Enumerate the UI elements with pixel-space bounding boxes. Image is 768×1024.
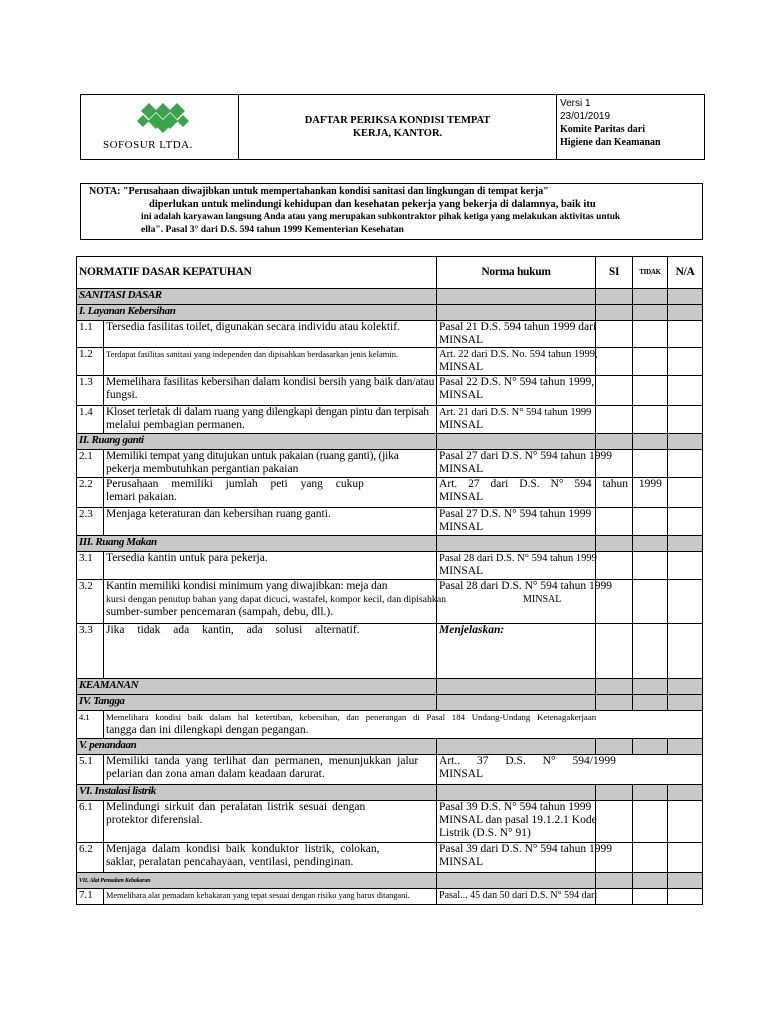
answer-na-cell[interactable] xyxy=(668,889,703,905)
row-law: Art.. 37 D.S. N° 594/1999 MINSAL xyxy=(437,755,703,785)
table-row xyxy=(77,406,703,434)
section-tangga: IV. Tangga xyxy=(77,695,437,711)
row-law: Pasal... 45 dan 50 dari D.S. N° 594 dari xyxy=(437,889,596,905)
nota-line-1: NOTA: "Perusahaan diwajibkan untuk mempertahankan kondisi sanitasi dan lingkungan di tempat kerja" xyxy=(89,186,549,197)
section-row xyxy=(77,305,703,321)
section-ruang-makan: III. Ruang Makan xyxy=(77,536,437,552)
row-number: 2.2 xyxy=(77,478,104,508)
answer-si-cell[interactable] xyxy=(596,801,633,843)
table-row xyxy=(77,801,703,843)
row-description: Kloset terletak di dalam ruang yang dilengkapi dengan pintu dan terpisah melalui pembagian permanen. xyxy=(104,406,437,434)
table-header-row xyxy=(77,257,703,289)
answer-tidak-cell[interactable] xyxy=(633,843,668,873)
nota-line-3: ini adalah karyawan langsung Anda atau yang merupakan subkontraktor pihak ketiga yang melakukan aktivitas untuk xyxy=(141,212,621,222)
row-number: 1.2 xyxy=(77,348,104,376)
table-row xyxy=(77,755,703,785)
header-na: N/A xyxy=(668,257,703,289)
answer-tidak-cell[interactable] xyxy=(633,508,668,536)
section-sanitasi: SANITASI DASAR xyxy=(77,289,437,305)
row-description: Menjaga dalam kondisi baik konduktor listrik, colokan, saklar, peralatan pencahayaan, ventilasi, pendinginan. xyxy=(104,843,437,873)
answer-tidak-cell[interactable] xyxy=(633,348,668,376)
answer-tidak-cell[interactable] xyxy=(633,406,668,434)
row-number: 1.3 xyxy=(77,376,104,406)
row-number: 1.1 xyxy=(77,321,104,348)
row-number: 1.4 xyxy=(77,406,104,434)
answer-si-cell[interactable] xyxy=(596,889,633,905)
answer-tidak-cell[interactable] xyxy=(633,450,668,478)
table-row xyxy=(77,843,703,873)
section-row xyxy=(77,536,703,552)
section-row xyxy=(77,679,703,695)
table-row xyxy=(77,580,703,624)
nota-box xyxy=(80,183,703,240)
row-law: Pasal 28 dari D.S. N° 594 tahun 1999 MINSAL xyxy=(437,552,596,580)
answer-na-cell[interactable] xyxy=(668,321,703,348)
header-tidak: TIDAK xyxy=(633,257,668,289)
answer-na-cell[interactable] xyxy=(668,552,703,580)
table-row xyxy=(77,376,703,406)
answer-tidak-cell[interactable] xyxy=(633,801,668,843)
section-row xyxy=(77,289,703,305)
section-keamanan: KEAMANAN xyxy=(77,679,437,695)
answer-na-cell[interactable] xyxy=(668,508,703,536)
answer-na-cell[interactable] xyxy=(668,843,703,873)
row-number: 3.2 xyxy=(77,580,104,624)
row-description: Tersedia kantin untuk para pekerja. xyxy=(104,552,437,580)
table-row xyxy=(77,478,703,508)
header-normative: NORMATIF DASAR KEPATUHAN xyxy=(77,257,437,289)
row-description: Memelihara kondisi baik dalam hal ketertiban, kebersihan, dan penerangan di Pasal 184 Undang-Undang Ketenagakerjaan tangga dan ini dilengkapi dengan pegangan. xyxy=(104,711,703,739)
row-description: Memiliki tempat yang ditujukan untuk pakaian (ruang ganti), (jika pekerja membutuhkan pergantian pakaian xyxy=(104,450,437,478)
section-row xyxy=(77,873,703,889)
row-description: Perusahaan memiliki jumlah peti yang cukup lemari pakaian. xyxy=(104,478,437,508)
answer-si-cell[interactable] xyxy=(596,321,633,348)
version-info xyxy=(557,95,704,159)
row-description: Memelihara fasilitas kebersihan dalam kondisi bersih yang baik dan/atau fungsi. xyxy=(104,376,437,406)
answer-tidak-cell[interactable] xyxy=(633,580,668,624)
answer-si-cell[interactable] xyxy=(596,376,633,406)
row-description: Memiliki tanda yang terlihat dan permanen, menunjukkan jalur pelarian dan zona aman dalam keadaan darurat. xyxy=(104,755,437,785)
row-number: 3.3 xyxy=(77,624,104,679)
table-row xyxy=(77,711,703,739)
answer-tidak-cell[interactable] xyxy=(633,321,668,348)
section-row xyxy=(77,739,703,755)
answer-si-cell[interactable] xyxy=(596,624,633,679)
row-law: Menjelaskan: xyxy=(437,624,596,679)
row-description: Terdapat fasilitas sanitasi yang independen dan dipisahkan berdasarkan jenis kelamin. xyxy=(104,348,437,376)
nota-line-2: diperlukan untuk melindungi kehidupan dan kesehatan pekerja yang bekerja di dalamnya, baik itu xyxy=(149,198,596,210)
answer-na-cell[interactable] xyxy=(668,376,703,406)
row-number: 2.1 xyxy=(77,450,104,478)
row-description: Kantin memiliki kondisi minimum yang diwajibkan: meja dan kursi dengan penutup bahan yang dapat dicuci, wastafel, kompor kecil, dan dipisahkan sumber-sumber pencemaran (sampah, debu, dll.). xyxy=(104,580,437,624)
answer-si-cell[interactable] xyxy=(596,348,633,376)
section-alat-pemadam: VII. Alat Pemadam Kebakaran xyxy=(77,873,437,889)
row-law: Pasal 27 dari D.S. N° 594 tahun 1999 MINSAL xyxy=(437,450,596,478)
answer-na-cell[interactable] xyxy=(668,450,703,478)
table-row xyxy=(77,624,703,679)
version-date: 23/01/2019 xyxy=(560,111,611,122)
row-number: 6.2 xyxy=(77,843,104,873)
row-law: Art. 21 dari D.S. N° 594 tahun 1999 MINSAL xyxy=(437,406,596,434)
row-description: Melindungi sirkuit dan peralatan listrik sesuai dengan protektor diferensial. xyxy=(104,801,437,843)
row-number: 4.1 xyxy=(77,711,104,739)
row-law: Pasal 39 D.S. N° 594 tahun 1999 MINSAL dan pasal 19.1.2.1 Kode Listrik (D.S. N° 91) xyxy=(437,801,596,843)
row-number: 5.1 xyxy=(77,755,104,785)
answer-na-cell[interactable] xyxy=(668,406,703,434)
row-law: Pasal 27 D.S. N° 594 tahun 1999 MINSAL xyxy=(437,508,596,536)
answer-tidak-cell[interactable] xyxy=(633,552,668,580)
answer-si-cell[interactable] xyxy=(596,406,633,434)
document-title xyxy=(239,95,557,159)
answer-tidak-cell[interactable] xyxy=(633,624,668,679)
row-number: 7.1 xyxy=(77,889,104,905)
answer-tidak-cell[interactable] xyxy=(633,376,668,406)
answer-na-cell[interactable] xyxy=(668,801,703,843)
company-logo-icon xyxy=(135,101,191,137)
row-law: Art. 27 dari D.S. N° 594 tahun 1999 MINSAL xyxy=(437,478,596,508)
table-row xyxy=(77,321,703,348)
title-line-1: DAFTAR PERIKSA KONDISI TEMPAT xyxy=(304,115,491,126)
table-row xyxy=(77,552,703,580)
row-description: Tersedia fasilitas toilet, digunakan secara individu atau kolektif. xyxy=(104,321,437,348)
table-row xyxy=(77,450,703,478)
version-label: Versi 1 xyxy=(560,98,591,109)
row-number: 3.1 xyxy=(77,552,104,580)
section-row xyxy=(77,695,703,711)
answer-na-cell[interactable] xyxy=(668,580,703,624)
header-si: SI xyxy=(596,257,633,289)
committee-line-1: Komite Paritas dari xyxy=(560,124,645,135)
nota-line-4: ella". Pasal 3° dari D.S. 594 tahun 1999 Kementerian Kesehatan xyxy=(141,223,404,235)
title-line-2: KERJA, KANTOR. xyxy=(352,128,443,139)
answer-si-cell[interactable] xyxy=(596,552,633,580)
section-ruang-ganti: II. Ruang ganti xyxy=(77,434,437,450)
document-header xyxy=(80,94,705,160)
table-row xyxy=(77,889,703,905)
committee-line-2: Higiene dan Keamanan xyxy=(560,137,661,148)
answer-si-cell[interactable] xyxy=(596,508,633,536)
row-law: Pasal 28 dari D.S. N° 594 tahun 1999 MINSAL xyxy=(437,580,596,624)
row-description: Menjaga keteraturan dan kebersihan ruang ganti. xyxy=(104,508,437,536)
answer-tidak-cell[interactable] xyxy=(633,889,668,905)
answer-na-cell[interactable] xyxy=(668,624,703,679)
row-description: Memelihara alat pemadam kebakaran yang tepat sesuai dengan risiko yang harus ditangani. xyxy=(104,889,437,905)
company-name: SOFOSUR LTDA. xyxy=(103,139,193,151)
row-law: Pasal 21 D.S. 594 tahun 1999 dari MINSAL xyxy=(437,321,596,348)
row-law: Art. 22 dari D.S. No. 594 tahun 1999, MINSAL xyxy=(437,348,596,376)
row-description: Jika tidak ada kantin, ada solusi alternatif. xyxy=(104,624,437,679)
checklist-table xyxy=(76,256,703,905)
logo-cell xyxy=(81,95,239,159)
row-number: 6.1 xyxy=(77,801,104,843)
answer-na-cell[interactable] xyxy=(668,478,703,508)
section-row xyxy=(77,434,703,450)
section-layanan-kebersihan: I. Layanan Kebersihan xyxy=(77,305,437,321)
row-law: Pasal 39 dari D.S. N° 594 tahun 1999 MINSAL xyxy=(437,843,596,873)
section-row xyxy=(77,785,703,801)
row-law: Pasal 22 D.S. N° 594 tahun 1999, MINSAL xyxy=(437,376,596,406)
header-law: Norma hukum xyxy=(437,257,596,289)
table-row xyxy=(77,508,703,536)
answer-na-cell[interactable] xyxy=(668,348,703,376)
section-instalasi-listrik: VI. Instalasi listrik xyxy=(77,785,437,801)
section-penandaan: V. penandaan xyxy=(77,739,437,755)
row-number: 2.3 xyxy=(77,508,104,536)
table-row xyxy=(77,348,703,376)
